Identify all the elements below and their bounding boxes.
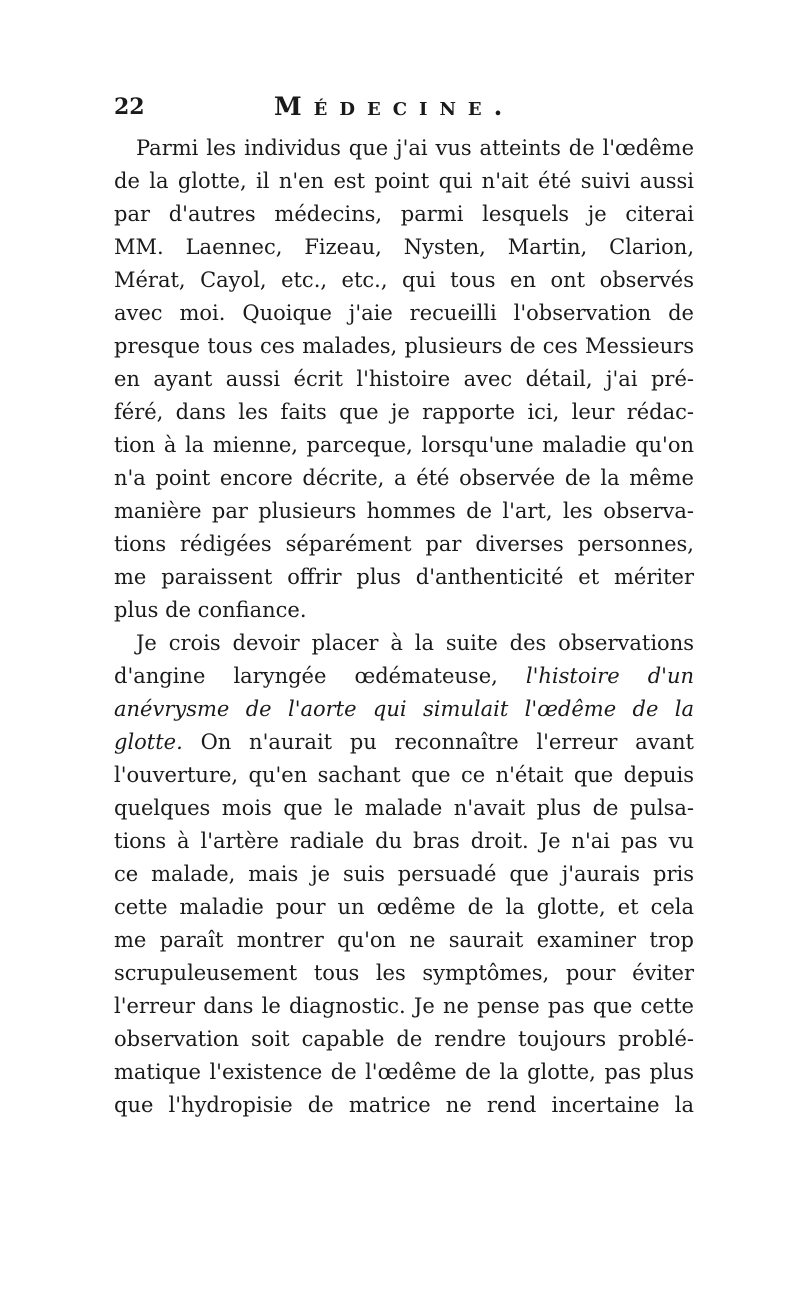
text-line: me paraît montrer qu'on ne saurait examiner trop [114, 928, 694, 952]
text-line: presque tous ces malades, plusieurs de ces Messieurs [114, 334, 694, 358]
text-line: avec moi. Quoique j'aie recueilli l'observation de [114, 301, 694, 325]
text-line: cette maladie pour un œdême de la glotte, et cela [114, 895, 694, 919]
text-line: en ayant aussi écrit l'histoire avec détail, j'ai pré- [114, 367, 694, 391]
text-line: MM. Laennec, Fizeau, Nysten, Martin, Clarion, [114, 235, 694, 259]
text-line: n'a point encore décrite, a été observée de la même [114, 466, 694, 490]
text-line: Parmi les individus que j'ai vus atteints de l'œdême [136, 136, 694, 160]
running-title: Médecine. [274, 92, 515, 121]
text-line: ce malade, mais je suis persuadé que j'aurais pris [114, 862, 694, 886]
italic-text-span: l'histoire d'un [525, 664, 694, 688]
text-line: que l'hydropisie de matrice ne rend incertaine la [114, 1093, 694, 1117]
page-number: 22 [114, 94, 145, 120]
text-line: tion à la mienne, parceque, lorsqu'une maladie qu'on [114, 433, 694, 457]
text-line: scrupuleusement tous les symptômes, pour éviter [114, 961, 694, 985]
text-line-mixed [114, 726, 694, 759]
text-line: par d'autres médecins, parmi lesquels je citerai [114, 202, 694, 226]
text-line: de la glotte, il n'en est point qui n'ait été suivi aussi [114, 169, 694, 193]
text-line: Je crois devoir placer à la suite des observations [136, 631, 694, 655]
text-span: On n'aurait pu reconnaître l'erreur avant [200, 730, 694, 754]
text-line: observation soit capable de rendre toujours problé- [114, 1027, 694, 1051]
text-line: tions rédigées séparément par diverses personnes, [114, 532, 694, 556]
text-line: féré, dans les faits que je rapporte ici, leur rédac- [114, 400, 694, 424]
text-line: matique l'existence de l'œdême de la glotte, pas plus [114, 1060, 694, 1084]
text-line-italic: anévrysme de l'aorte qui simulait l'œdême de la [114, 697, 694, 721]
text-line: quelques mois que le malade n'avait plus de pulsa- [114, 796, 694, 820]
body-text [114, 132, 694, 1122]
text-line: l'erreur dans le diagnostic. Je ne pense pas que cette [114, 994, 694, 1018]
text-line: l'ouverture, qu'en sachant que ce n'était que depuis [114, 763, 694, 787]
running-head [114, 92, 694, 128]
text-span: d'angine laryngée œdémateuse, [114, 664, 498, 688]
text-line: manière par plusieurs hommes de l'art, les observa- [114, 499, 694, 523]
text-line: plus de confiance. [114, 598, 307, 622]
text-line-mixed [114, 660, 694, 693]
text-line: me paraissent offrir plus d'anthenticité et mériter [114, 565, 694, 589]
italic-text-span: glotte. [114, 730, 183, 754]
text-line: Mérat, Cayol, etc., etc., qui tous en ont observés [114, 268, 694, 292]
text-line: tions à l'artère radiale du bras droit. Je n'ai pas vu [114, 829, 694, 853]
